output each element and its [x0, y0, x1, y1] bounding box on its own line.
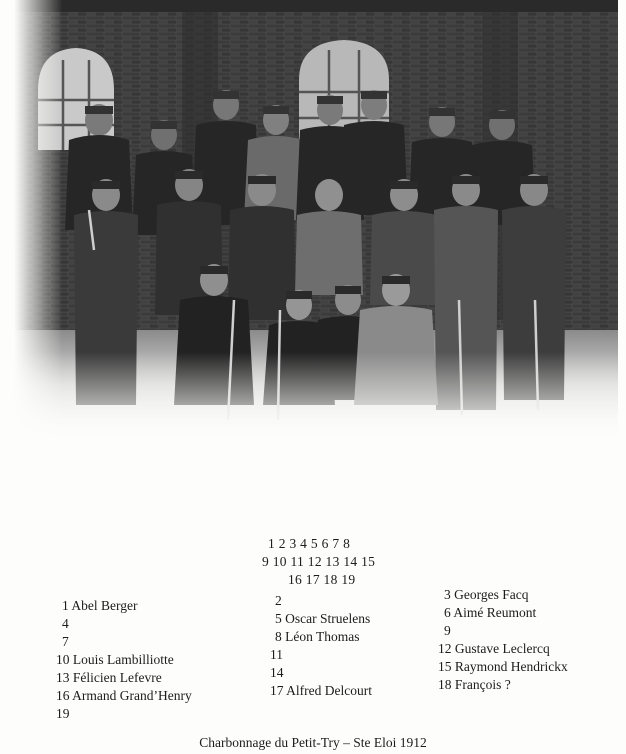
key-row: 16 17 18 19	[288, 572, 356, 587]
person-entry: 8 Léon Thomas	[275, 629, 360, 644]
names-column-middle	[270, 592, 372, 700]
person-entry: 19	[56, 706, 70, 721]
person-entry: 18 François ?	[438, 677, 511, 692]
person-entry: 6 Aimé Reumont	[444, 605, 537, 620]
names-column-left	[56, 597, 192, 723]
photograph-image	[14, 0, 618, 440]
person-entry: 5 Oscar Struelens	[275, 611, 371, 626]
person-entry: 17 Alfred Delcourt	[270, 683, 372, 698]
group-photograph	[14, 0, 618, 440]
person-entry: 3 Georges Facq	[444, 587, 529, 602]
person-entry: 15 Raymond Hendrickx	[438, 659, 568, 674]
key-row: 1 2 3 4 5 6 7 8	[268, 536, 351, 551]
person-entry: 7	[62, 634, 69, 649]
person-entry: 11	[270, 647, 283, 662]
person-entry: 14	[270, 665, 284, 680]
person-entry: 10 Louis Lambilliotte	[56, 652, 174, 667]
person-entry: 2	[275, 593, 282, 608]
person-entry: 1 Abel Berger	[62, 598, 138, 613]
person-entry: 4	[62, 616, 69, 631]
person-entry: 16 Armand Grand’Henry	[56, 688, 192, 703]
person-entry: 12 Gustave Leclercq	[438, 641, 550, 656]
photo-caption: Charbonnage du Petit-Try – Ste Eloi 1912	[199, 735, 427, 750]
names-column-right	[438, 586, 568, 694]
key-row: 9 10 11 12 13 14 15	[262, 554, 376, 569]
person-entry: 13 Félicien Lefevre	[56, 670, 162, 685]
person-entry: 9	[444, 623, 451, 638]
